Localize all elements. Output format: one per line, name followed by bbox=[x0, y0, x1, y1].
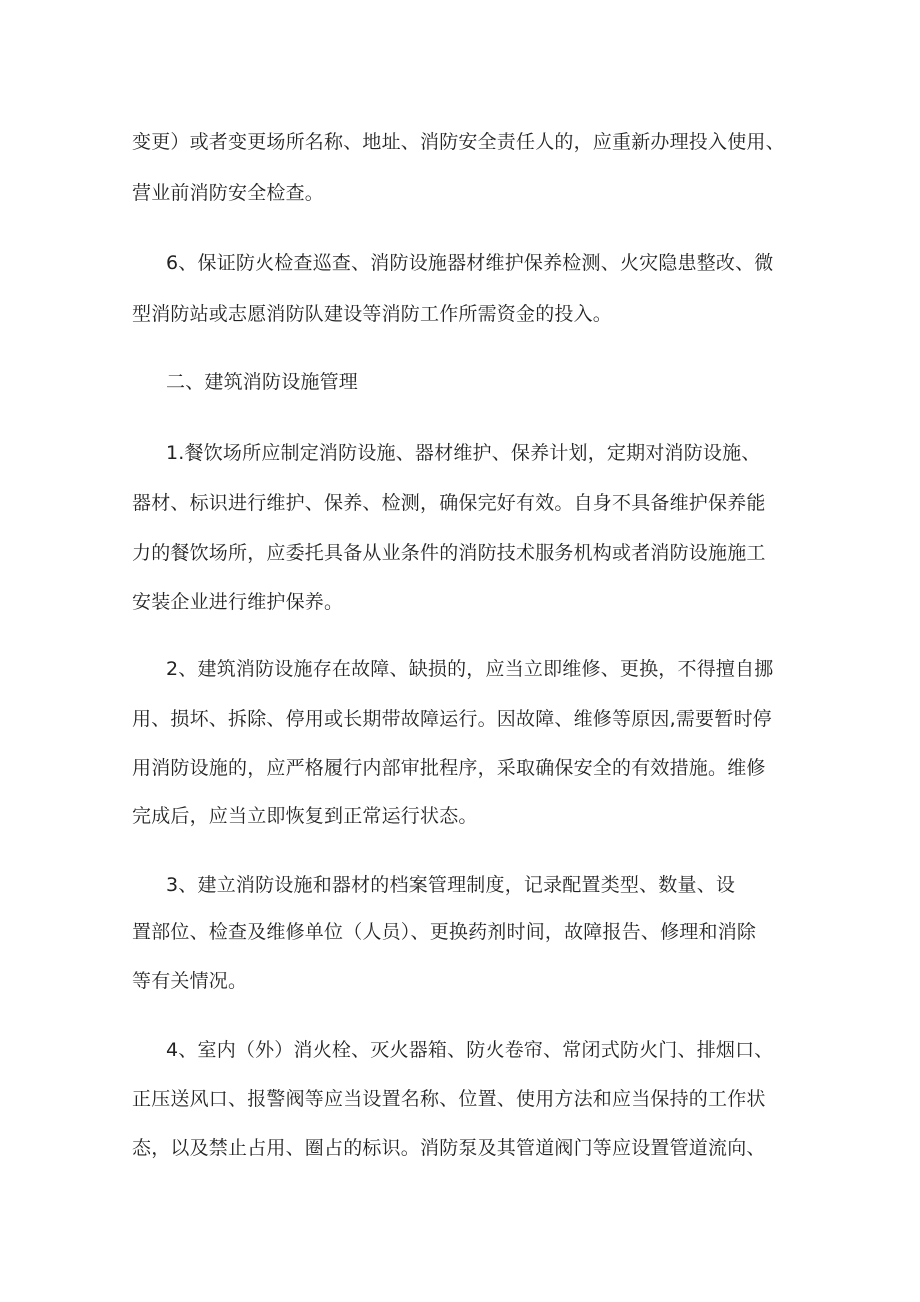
text-line: 变更）或者变更场所名称、地址、消防安全责任人的，应重新办理投入使用、 bbox=[132, 131, 785, 153]
text-line: 2、建筑消防设施存在故障、缺损的，应当立即维修、更换，不得擅自挪 bbox=[166, 658, 774, 680]
heading-text: 二、建筑消防设施管理 bbox=[166, 371, 359, 393]
text-line: 置部位、检查及维修单位（人员）、更换药剂时间，故障报告、修理和消除 bbox=[132, 921, 757, 943]
text-line: 型消防站或志愿消防队建设等消防工作所需资金的投入。 bbox=[132, 303, 613, 325]
text-line: 完成后，应当立即恢复到正常运行状态。 bbox=[132, 805, 478, 827]
text-line: 营业前消防安全检查。 bbox=[132, 182, 325, 204]
text-line: 器材、标识进行维护、保养、检测，确保完好有效。自身不具备维护保养能 bbox=[132, 492, 766, 514]
text-line: 态，以及禁止占用、圈占的标识。消防泵及其管道阀门等应设置管道流向、 bbox=[132, 1137, 766, 1159]
text-line: 4、室内（外）消火栓、灭火器箱、防火卷帘、常闭式防火门、排烟口、 bbox=[166, 1039, 774, 1061]
text-line: 3、建立消防设施和器材的档案管理制度，记录配置类型、数量、设 bbox=[166, 874, 736, 896]
text-line: 力的餐饮场所，应委托具备从业条件的消防技术服务机构或者消防设施施工 bbox=[132, 542, 766, 564]
text-line: 用消防设施的，应严格履行内部审批程序，采取确保安全的有效措施。维修 bbox=[132, 757, 766, 779]
text-line: 1.餐饮场所应制定消防设施、器材维护、保养计划，定期对消防设施、 bbox=[166, 442, 761, 464]
text-line: 安装企业进行维护保养。 bbox=[132, 591, 344, 613]
text-line: 等有关情况。 bbox=[132, 970, 248, 992]
text-line: 6、保证防火检查巡查、消防设施器材维护保养检测、火灾隐患整改、微 bbox=[166, 252, 774, 274]
text-line: 用、损坏、拆除、停用或长期带故障运行。因故障、维修等原因,需要暂时停 bbox=[132, 708, 772, 730]
text-line: 正压送风口、报警阀等应当设置名称、位置、使用方法和应当保持的工作状 bbox=[132, 1088, 766, 1110]
